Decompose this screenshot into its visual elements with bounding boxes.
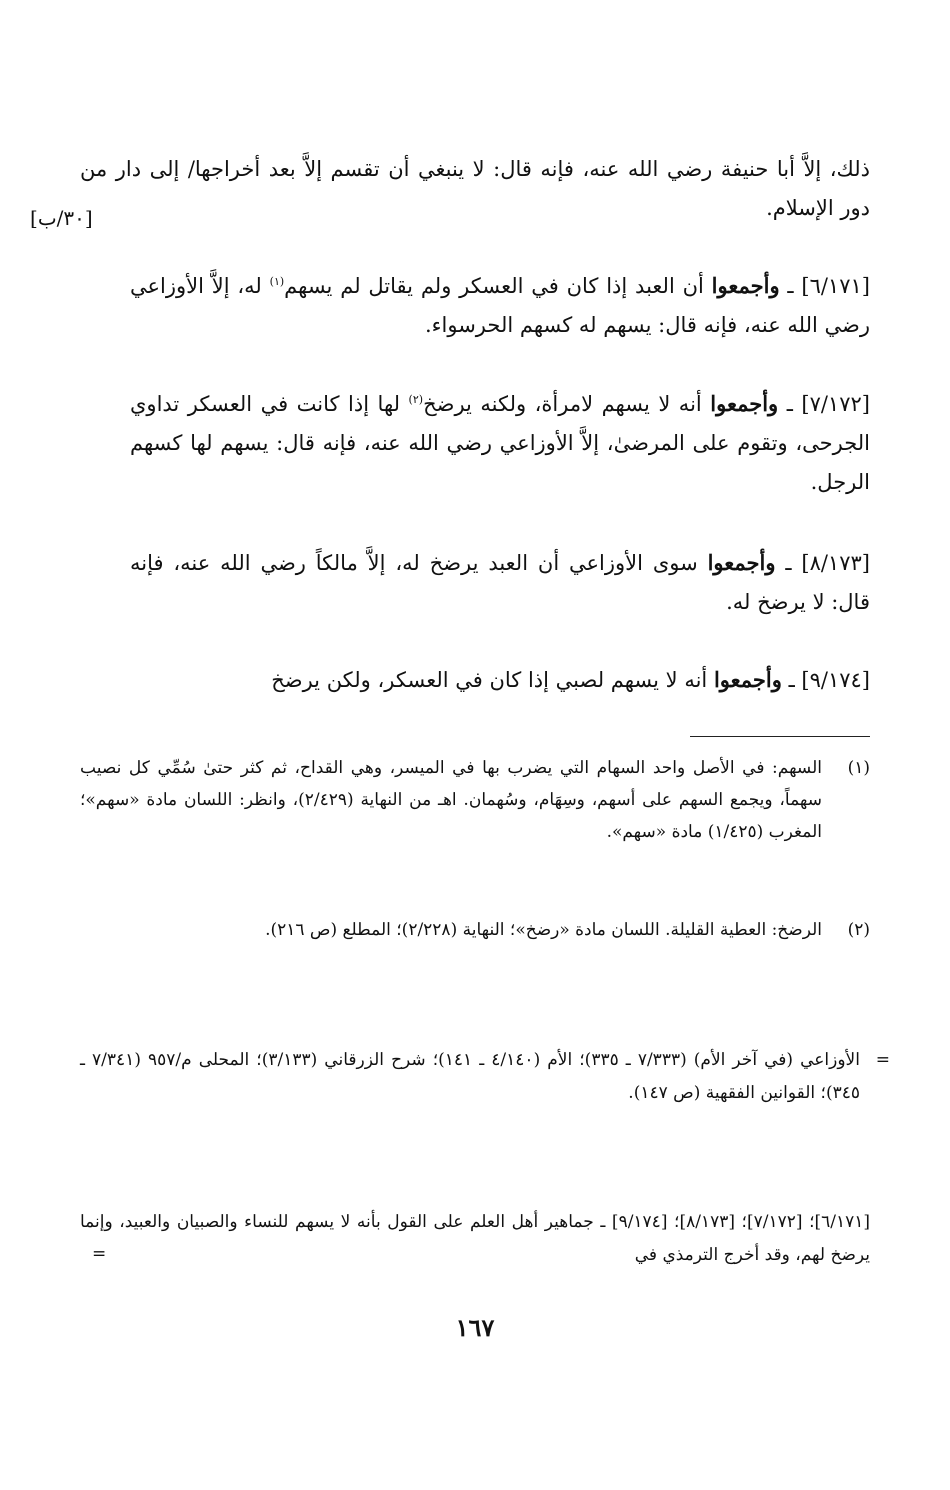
- editor-note-continued: [80, 1044, 890, 1110]
- footnote-text: السهم: في الأصل واحد السهام التي يضرب بها في الميسر، وهي القداح، ثم كثر حتىٰ سُمِّي كل نصيب سهماً، ويجمع السهم على أسهم، وسِهَام، وسُهمان. اهـ من النهاية (٢/٤٢٩)، وانظر: اللسان مادة «سهم»؛ المغرب (١/٤٢٥) مادة «سهم».: [80, 758, 822, 842]
- paragraph-continuation: [80, 150, 870, 228]
- editor-note-text: الأوزاعي (في آخر الأم) (٧/٣٣٣ ـ ٣٣٥)؛ الأم (٤/١٤٠ ـ ١٤١)؛ شرح الزرقاني (٣/١٣٣)؛ المحلى م/٩٥٧ (٧/٣٤١ ـ ٣٤٥)؛ القوانين الفقهية (ص ١٤٧).: [80, 1050, 860, 1103]
- consensus-paragraph-172: [130, 384, 870, 502]
- manuscript-folio-marker: [٣٠/ب]: [30, 206, 93, 230]
- paragraph-text: أن العبد إذا كان في العسكر ولم يقاتل لم يسهم: [284, 274, 704, 298]
- footnote-1: [80, 752, 870, 848]
- footnote-2: [80, 914, 870, 946]
- paragraph-keyword: وأجمعوا: [711, 273, 780, 298]
- editor-note-references: [٦/١٧١]؛ [٧/١٧٢]؛ [٨/١٧٣]؛ [٩/١٧٤] ـ: [600, 1212, 871, 1232]
- editor-note: [80, 1206, 870, 1272]
- paragraph-reference: [٨/١٧٣] ـ: [785, 551, 870, 575]
- footnote-number: (١): [847, 758, 870, 778]
- consensus-paragraph-171: [130, 266, 870, 345]
- paragraph-keyword: وأجمعوا: [713, 667, 782, 692]
- footnote-separator: [690, 736, 870, 737]
- footnote-number: (٢): [847, 920, 870, 940]
- paragraph-reference: [٧/١٧٢] ـ: [786, 392, 870, 416]
- footnote-text: الرضخ: العطية القليلة. اللسان مادة «رضخ»؛ النهاية (٢/٢٢٨)؛ المطلع (ص ٢١٦).: [265, 920, 822, 940]
- paragraph-keyword: وأجمعوا: [710, 391, 779, 416]
- editor-note-text: جماهير أهل العلم على القول بأنه لا يسهم للنساء والصبيان والعبيد، وإنما يرضخ لهم، وقد أخرج الترمذي في: [80, 1212, 870, 1265]
- paragraph-text: ذلك، إلاَّ أبا حنيفة رضي الله عنه، فإنه قال: لا ينبغي أن تقسم إلاَّ بعد أخراجها/ إلى دار من دور الإسلام.: [80, 157, 871, 220]
- continuation-mark: =: [92, 1244, 107, 1264]
- paragraph-text: أنه لا يسهم لصبي إذا كان في العسكر، ولكن يرضخ: [271, 668, 708, 692]
- paragraph-text: أنه لا يسهم لامرأة، ولكنه يرضخ: [423, 392, 702, 416]
- paragraph-reference: [٩/١٧٤] ـ: [788, 668, 870, 692]
- consensus-paragraph-174: [130, 660, 870, 700]
- paragraph-keyword: وأجمعوا: [707, 550, 776, 575]
- paragraph-reference: [٦/١٧١] ـ: [787, 274, 870, 298]
- footnote-marker[interactable]: (١): [269, 275, 285, 288]
- editor-note-body: [80, 1206, 870, 1272]
- page-number: ١٦٧: [455, 1313, 495, 1342]
- paragraph-text: لها إذا كانت في العسكر تداوي الجرحى، وتقوم على المرضىٰ، إلاَّ الأوزاعي رضي الله عنه، فإنه قال: يسهم لها كسهم الرجل.: [130, 392, 870, 494]
- paragraph-text: سوى الأوزاعي أن العبد يرضخ له، إلاَّ مالكاً رضي الله عنه، فإنه قال: لا يرضخ له.: [130, 551, 870, 614]
- consensus-paragraph-173: [130, 543, 870, 622]
- paragraph-text: له، إلاَّ الأوزاعي رضي الله عنه، فإنه قال: يسهم له كسهم الحرسواء.: [130, 274, 870, 337]
- continuation-mark: =: [875, 1050, 890, 1070]
- footnote-marker[interactable]: (٢): [408, 393, 424, 406]
